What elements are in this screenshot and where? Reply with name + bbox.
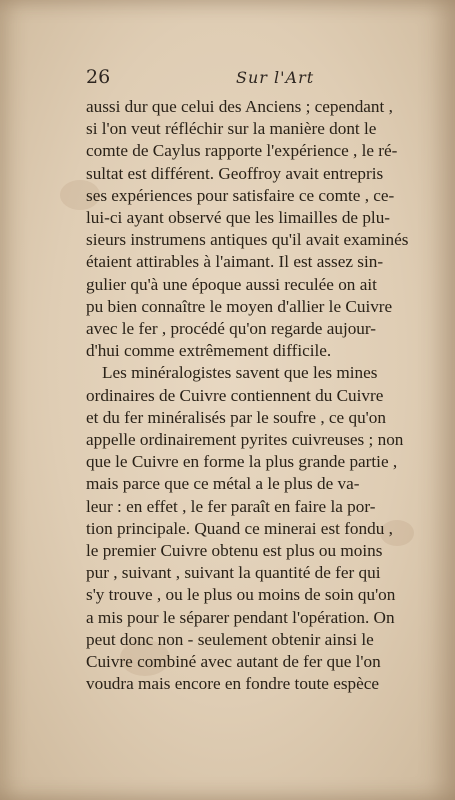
paragraph-start-line: Les minéralogistes savent que les mines bbox=[102, 363, 378, 383]
text-line: ordinaires de Cuivre contiennent du Cuivre bbox=[86, 385, 384, 405]
text-line: Cuivre combiné avec autant de fer que l'on bbox=[86, 652, 381, 672]
text-line: aussi dur que celui des Anciens ; cependant , bbox=[86, 97, 393, 116]
text-line: mais parce que ce métal a le plus de va- bbox=[86, 474, 360, 494]
text-line: comte de Caylus rapporte l'expérience , le ré- bbox=[86, 141, 398, 161]
page-header bbox=[86, 66, 386, 92]
text-line: le premier Cuivre obtenu est plus ou moins bbox=[86, 541, 383, 561]
text-line: a mis pour le séparer pendant l'opération. On bbox=[86, 607, 395, 627]
text-line: ses expériences pour satisfaire ce comte , ce- bbox=[86, 185, 395, 205]
text-line: pur , suivant , suivant la quantité de fer qui bbox=[86, 563, 381, 583]
text-line: voudra mais encore en fondre toute espèce bbox=[86, 674, 380, 694]
text-line: s'y trouve , ou le plus ou moins de soin qu'on bbox=[86, 585, 396, 605]
text-line: et du fer minéralisés par le soufre , ce qu'on bbox=[86, 407, 386, 427]
text-line: pu bien connaître le moyen d'allier le Cuivre bbox=[86, 296, 393, 316]
body-text bbox=[86, 96, 442, 695]
text-line: lui-ci ayant observé que les limailles de plu- bbox=[86, 208, 391, 228]
text-line: leur : en effet , le fer paraît en faire la por- bbox=[86, 496, 376, 516]
text-line: tion principale. Quand ce minerai est fondu , bbox=[86, 518, 393, 538]
text-line: gulier qu'à une époque aussi reculée on ait bbox=[86, 274, 377, 294]
text-line: appelle ordinairement pyrites cuivreuses ; non bbox=[86, 430, 404, 450]
text-line: que le Cuivre en forme la plus grande partie , bbox=[86, 452, 398, 472]
text-line: peut donc non - seulement obtenir ainsi le bbox=[86, 629, 374, 649]
text-line: avec le fer , procédé qu'on regarde aujour- bbox=[86, 319, 377, 339]
running-title: Sur l'Art bbox=[236, 68, 315, 87]
page-number: 26 bbox=[86, 66, 111, 88]
text-line: étaient attirables à l'aimant. Il est assez sin- bbox=[86, 252, 384, 272]
text-line: d'hui comme extrêmement difficile. bbox=[86, 341, 332, 361]
text-line: sultat est différent. Geoffroy avait entrepris bbox=[86, 163, 384, 183]
text-line: sieurs instrumens antiques qu'il avait examinés bbox=[86, 230, 409, 250]
text-line: si l'on veut réfléchir sur la manière dont le bbox=[86, 119, 377, 139]
